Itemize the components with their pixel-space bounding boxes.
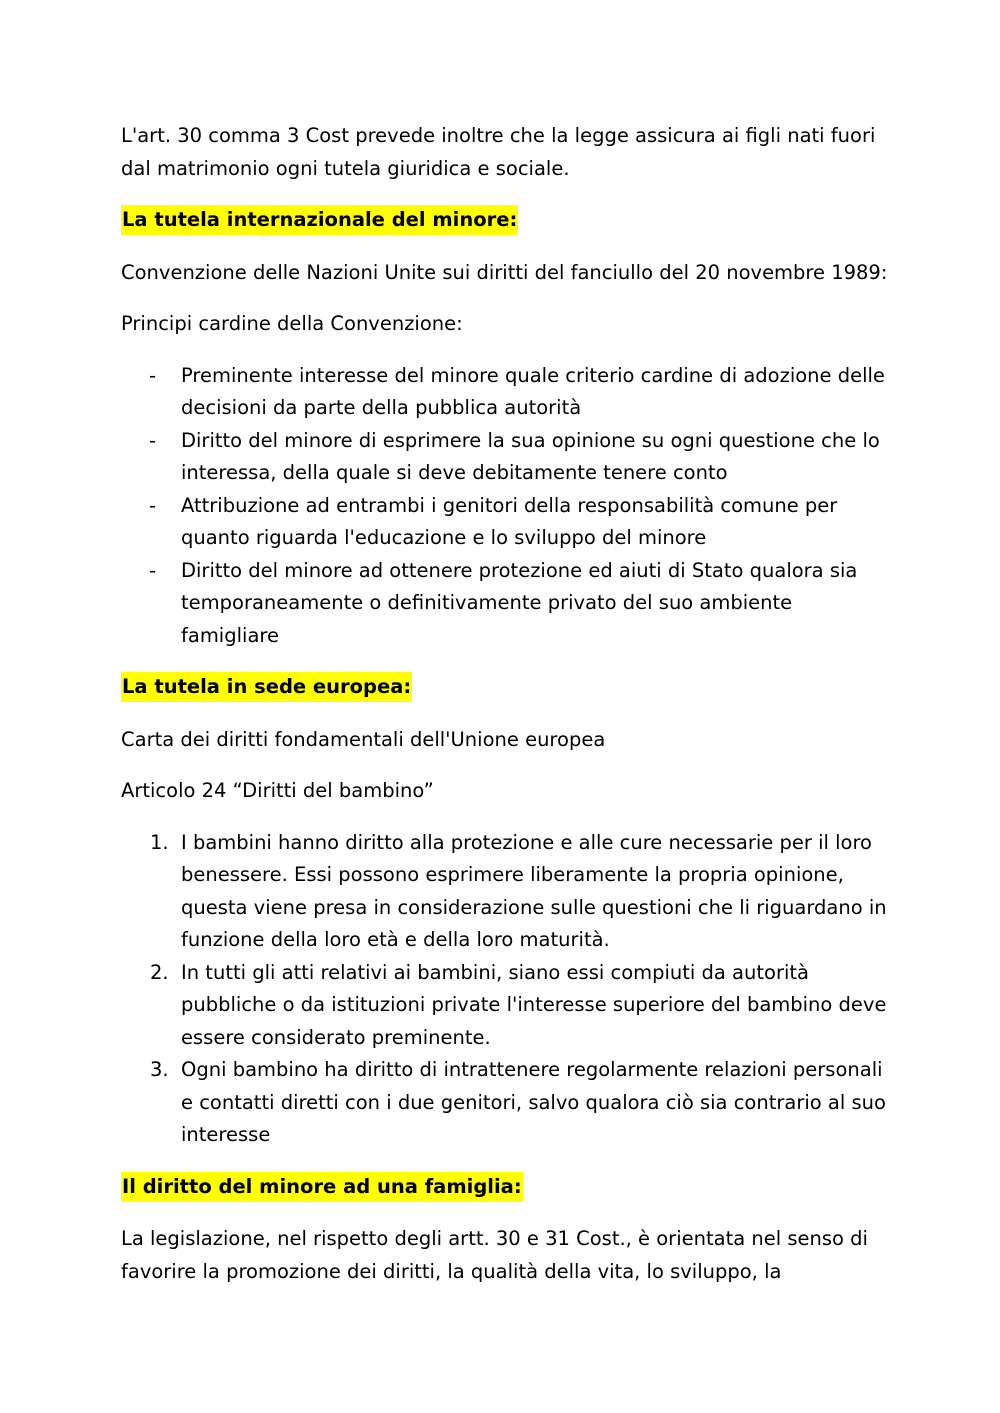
intro-paragraph: L'art. 30 comma 3 Cost prevede inoltre che la legge assicura ai figli nati fuori dal matrimonio ogni tutela giuridica e sociale. (121, 124, 876, 180)
bullet-dash: - (149, 428, 157, 452)
principles-intro: Principi cardine della Convenzione: (121, 312, 463, 335)
bullet-dash: - (149, 363, 157, 387)
section-heading-family: Il diritto del minore ad una famiglia: (121, 1172, 523, 1202)
list-item-text: Ogni bambino ha diritto di intrattenere regolarmente relazioni personali e contatti diretti con i due genitori, salvo qualora ciò sia contrario al suo interesse (181, 1058, 886, 1146)
article-paragraph: Articolo 24 “Diritti del bambino” (121, 779, 434, 802)
list-item (121, 360, 891, 425)
article-items-list (121, 827, 891, 1152)
list-item-text: In tutti gli atti relativi ai bambini, siano essi compiuti da autorità pubbliche o da istituzioni private l'interesse superiore del bambino deve essere considerato preminente. (181, 960, 887, 1049)
list-number: 3. (150, 1058, 169, 1081)
section-heading-european: La tutela in sede europea: (121, 672, 412, 702)
list-item (121, 957, 891, 1055)
list-item-text: Attribuzione ad entrambi i genitori della responsabilità comune per quanto riguarda l'educazione e lo sviluppo del minore (181, 493, 838, 549)
principles-list (121, 360, 891, 653)
list-item (121, 1054, 891, 1152)
list-item-text: Diritto del minore di esprimere la sua opinione su ogni questione che lo interessa, della quale si deve debitamente tenere conto (181, 428, 880, 484)
bullet-dash: - (149, 558, 157, 582)
list-number: 1. (150, 830, 169, 854)
list-number: 2. (150, 960, 169, 984)
list-item (121, 425, 891, 490)
section-heading-wrap (121, 671, 891, 704)
list-item-text: Preminente interesse del minore quale criterio cardine di adozione delle decisioni da parte della pubblica autorità (181, 363, 885, 419)
list-item (121, 490, 891, 555)
convention-paragraph: Convenzione delle Nazioni Unite sui diritti del fanciullo del 20 novembre 1989: (121, 260, 888, 284)
section-heading-wrap (121, 204, 891, 237)
section-heading-wrap (121, 1171, 891, 1204)
list-item-text: Diritto del minore ad ottenere protezione ed aiuti di Stato qualora sia temporaneamente o definitivamente privato del suo ambiente famigliare (181, 558, 858, 647)
list-item (121, 827, 891, 957)
legislation-paragraph: La legislazione, nel rispetto degli artt. 30 e 31 Cost., è orientata nel senso di favorire la promozione dei diritti, la qualità della vita, lo sviluppo, la (121, 1227, 868, 1283)
list-item (121, 555, 891, 653)
section-heading-international: La tutela internazionale del minore: (121, 205, 518, 235)
document-page (121, 120, 891, 1307)
list-item-text: I bambini hanno diritto alla protezione e alle cure necessarie per il loro benessere. Essi possono esprimere liberamente la propria opinione, questa viene presa in considerazione sulle questioni che li riguardano in funzione della loro età e della loro maturità. (181, 830, 887, 951)
bullet-dash: - (149, 493, 157, 517)
charter-paragraph: Carta dei diritti fondamentali dell'Unione europea (121, 727, 606, 751)
